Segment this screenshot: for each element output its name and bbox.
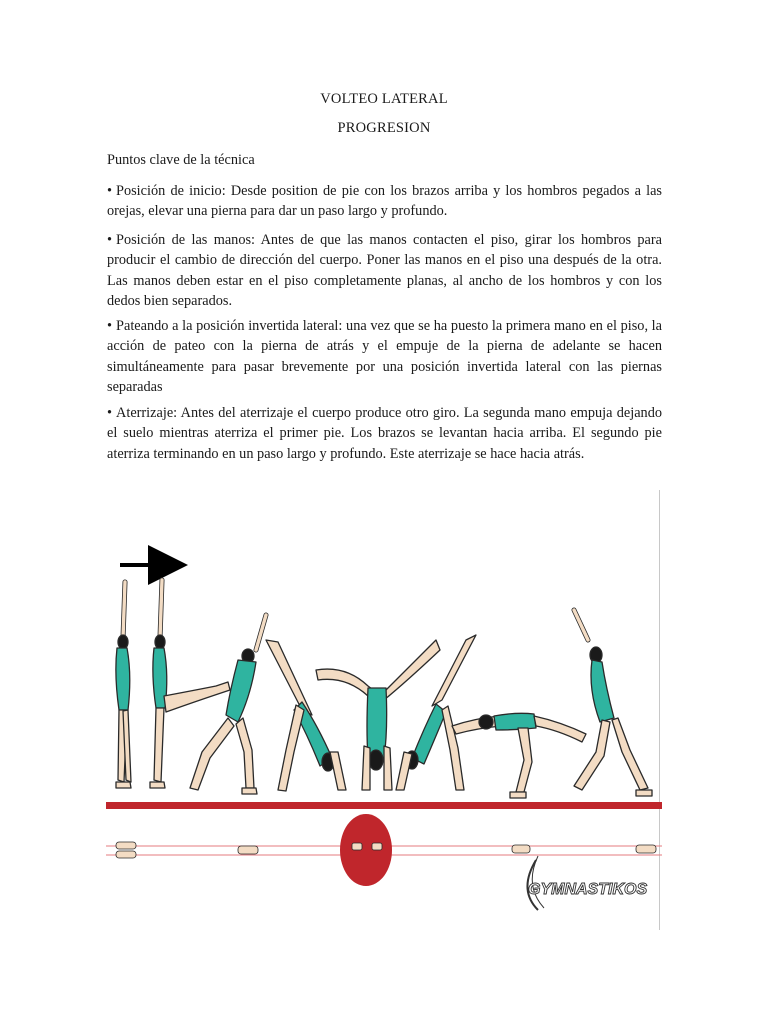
key-point-text: Pateando a la posición invertida lateral: una vez que se ha puesto la primera mano en el piso, la acción de pateo con la pierna de atrás y el empuje de la pierna de adelante se hacen simultáneamente para pasar brevemente por una posición invertida lateral con las piernas separadas xyxy=(107,318,662,396)
intro-text: Puntos clave de la técnica xyxy=(107,152,255,168)
gymnast-figure-1 xyxy=(116,582,131,788)
key-point-text: Posición de las manos: Antes de que las manos contacten el piso, girar los hombros para producir el cambio de dirección del cuerpo. Poner las manos en el piso una después de la otra. Las manos deben estar en el piso completamente planas, al ancho de los hombros y con los dedos bien separados. xyxy=(107,232,662,310)
key-point-1 xyxy=(107,181,662,222)
gymnast-figure-7 xyxy=(452,713,586,798)
bullet-icon: • xyxy=(107,183,113,199)
footprint-guide xyxy=(106,814,662,886)
document-title: VOLTEO LATERAL xyxy=(320,91,448,107)
cartwheel-illustration xyxy=(106,490,662,930)
floor-line xyxy=(106,802,662,809)
document-subtitle: PROGRESION xyxy=(337,120,431,136)
key-point-4 xyxy=(107,403,662,464)
gymnast-sequence xyxy=(116,580,652,798)
bullet-icon: • xyxy=(107,405,113,421)
gymnast-figure-4 xyxy=(266,640,346,791)
key-point-2 xyxy=(107,230,662,312)
gymnast-figure-6 xyxy=(396,635,476,790)
key-point-text: Posición de inicio: Desde position de pie con los brazos arriba y los hombros pegados a las orejas, elevar una pierna para dar un paso largo y profundo. xyxy=(107,183,662,220)
gymnast-figure-3 xyxy=(190,615,266,794)
bullet-icon: • xyxy=(107,318,113,334)
gymnast-figure-8 xyxy=(574,610,652,796)
logo-text: GYMNASTIKOS xyxy=(528,881,648,898)
key-point-3 xyxy=(107,316,662,398)
gymnast-figure-2 xyxy=(150,580,230,788)
gymnastikos-logo xyxy=(527,856,647,910)
bullet-icon: • xyxy=(107,232,113,248)
key-point-text: Aterrizaje: Antes del aterrizaje el cuerpo produce otro giro. La segunda mano empuja dejando el suelo mientras aterriza el primer pie. Los brazos se levantan hacia arriba. El segundo pie aterriza terminando en un paso largo y profundo. Este aterrizaje se hace hacia atrás. xyxy=(107,405,662,462)
